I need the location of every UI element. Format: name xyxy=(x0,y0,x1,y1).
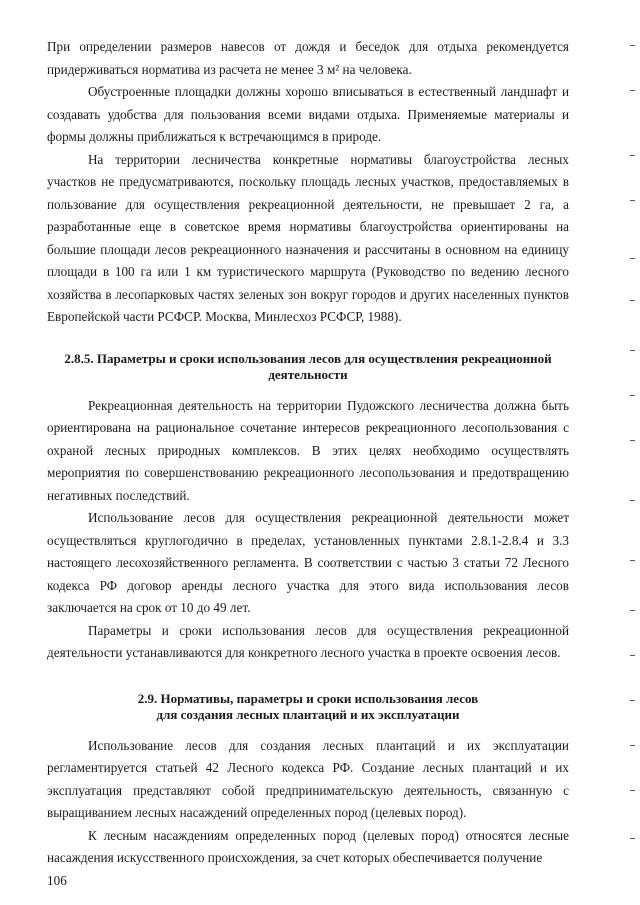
scan-mark xyxy=(630,700,635,701)
scan-mark xyxy=(630,745,635,746)
paragraph: Обустроенные площадки должны хорошо вписываться в естественный ландшафт и создавать удобства для пользования всеми видами отдыха. Применяемые материалы и формы должны приближаться к встречающимся в природе. xyxy=(47,84,569,144)
document-page xyxy=(47,36,569,892)
scan-mark xyxy=(630,500,635,501)
scan-mark xyxy=(630,440,635,441)
scan-mark xyxy=(630,560,635,561)
scan-mark xyxy=(630,155,635,156)
heading-line: 2.9. Нормативы, параметры и сроки использования лесов xyxy=(137,690,479,706)
heading-line: для создания лесных плантаций и их эксплуатации xyxy=(156,706,460,722)
scan-mark xyxy=(630,350,635,351)
scan-mark xyxy=(630,45,635,46)
section-heading-2-8-5 xyxy=(47,351,569,383)
scan-mark xyxy=(630,655,635,656)
section-heading-2-9 xyxy=(47,691,569,723)
paragraph: Рекреационная деятельность на территории Пудожского лесничества должна быть ориентирована на рациональное сочетание интересов рекреационного лесопользования с охраной лесных природных комплексов. В этих целях необходимо осуществлять мероприятия по совершенствованию рекреационного лесопользования и предотвращению негативных последствий. xyxy=(47,397,569,503)
scan-mark xyxy=(630,610,635,611)
scan-mark xyxy=(630,200,635,201)
scan-mark xyxy=(630,258,635,259)
scan-mark xyxy=(630,790,635,791)
scan-margin-marks xyxy=(610,0,640,905)
paragraph: На территории лесничества конкретные нормативы благоустройства лесных участков не предусматриваются, поскольку площадь лесных участков, предоставляемых в пользование для осуществления рекреационной деятельности, не превышает 2 га, а разработанные еще в советское время нормативы благоустройства ориентированы на большие площади лесов рекреационного назначения и рассчитаны в основном на единицу площади в 100 га или 1 км туристического маршрута (Руководство по ведению лесного хозяйства в лесопарковых частях зеленых зон вокруг городов и других населенных пунктов Европейской части РСФСР. Москва, Минлесхоз РСФСР, 1988). xyxy=(47,151,569,324)
heading-line: деятельности xyxy=(268,366,348,382)
scan-mark xyxy=(630,395,635,396)
heading-line: 2.8.5. Параметры и сроки использования лесов для осуществления рекреационной xyxy=(64,350,552,366)
scan-mark xyxy=(630,300,635,301)
scan-mark xyxy=(630,90,635,91)
paragraph: Параметры и сроки использования лесов для осуществления рекреационной деятельности устанавливаются для конкретного лесного участка в проекте освоения лесов. xyxy=(47,622,569,660)
page-number: 106 xyxy=(47,872,67,888)
paragraph: Использование лесов для осуществления рекреационной деятельности может осуществляться круглогодично в пределах, установленных пунктами 2.8.1-2.8.4 и 3.3 настоящего лесохозяйственного регламента. В соответствии с частью 3 статьи 72 Лесного кодекса РФ договор аренды лесного участка для этого вида использования лесов заключается на срок от 10 до 49 лет. xyxy=(47,510,569,615)
scan-mark xyxy=(630,838,635,839)
paragraph: При определении размеров навесов от дождя и беседок для отдыха рекомендуется придерживаться норматива из расчета не менее 3 м² на человека. xyxy=(47,39,569,77)
paragraph: К лесным насаждениям определенных пород (целевых пород) относятся лесные насаждения искусственного происхождения, за счет которых обеспечивается получение xyxy=(47,827,569,865)
paragraph: Использование лесов для создания лесных плантаций и их эксплуатации регламентируется статьей 42 Лесного кодекса РФ. Создание лесных плантаций и их эксплуатация представляют собой предпринимательскую деятельность, связанную с выращиванием лесных насаждений определенных пород (целевых пород). xyxy=(47,737,569,820)
